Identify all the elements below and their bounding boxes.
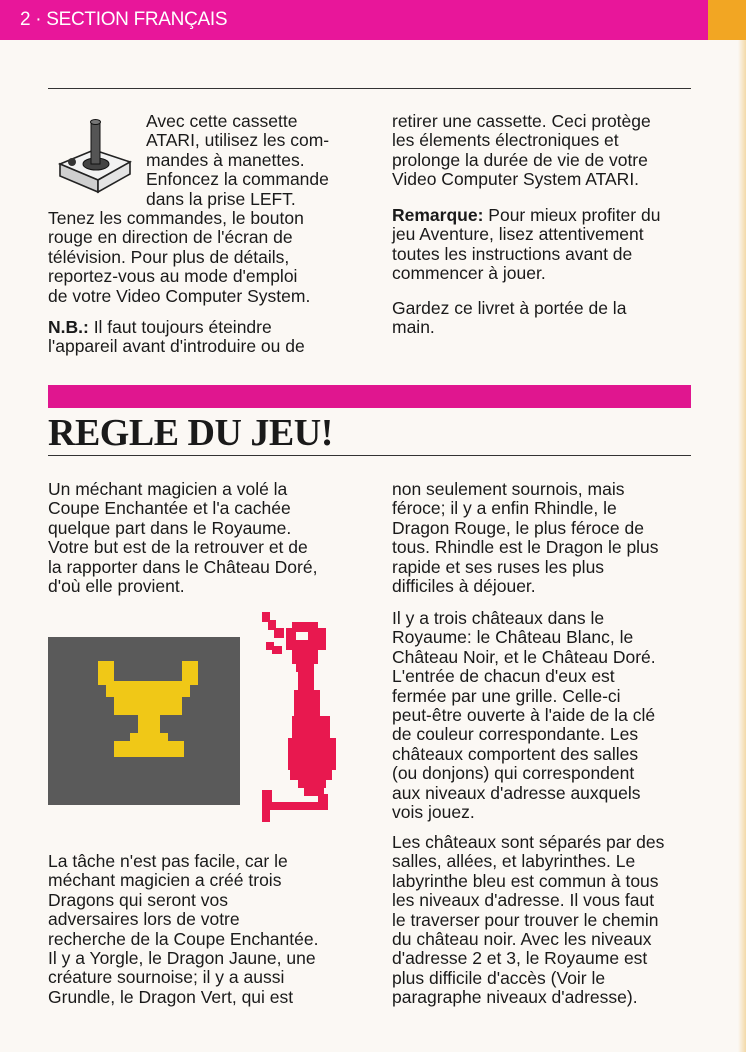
body-line: l'appareil avant d'introduire ou de (48, 336, 305, 357)
section-label: 2 · SECTION FRANÇAIS (20, 9, 228, 30)
body-line: Un méchant magicien a volé la (48, 479, 288, 499)
body-line: rouge en direction de l'écran de (48, 227, 293, 248)
body-line: Les châteaux sont séparés par des (392, 832, 665, 852)
body-line: non seulement sournois, mais (392, 479, 625, 499)
body-line: Video Computer System ATARI. (392, 169, 640, 190)
body-line: Gardez ce livret à portée de la (392, 298, 627, 318)
body-line: labyrinthe bleu est commun à tous (392, 870, 659, 891)
body-line: tous. Rhindle est le Dragon le plus (392, 537, 659, 558)
body-line: adversaires lors de votre (48, 909, 240, 930)
rules-title: REGLE DU JEU! (48, 412, 333, 454)
remark-label: Remarque: (392, 205, 484, 225)
body-line: La tâche n'est pas facile, car le (48, 851, 288, 871)
body-line: Il y a Yorgle, le Dragon Jaune, une (48, 948, 316, 969)
body-line: Coupe Enchantée et l'a cachée (48, 498, 291, 519)
body-line: Il faut toujours éteindre (88, 317, 272, 337)
intro-line: ATARI, utilisez les com- (146, 130, 330, 151)
nb-label: N.B.: (48, 317, 89, 337)
body-line: Dragon Rouge, le plus féroce de (392, 517, 644, 538)
castles-paragraph (392, 609, 702, 822)
body-line: d'adresse 2 et 3, le Royaume est (392, 948, 648, 969)
body-line: Pour mieux profiter du (483, 205, 661, 225)
controller-paragraph (48, 209, 368, 306)
rhindle-paragraph (392, 480, 702, 596)
body-line: la rapporter dans le Château Doré, (48, 556, 318, 577)
body-line: rapide et ses ruses les plus (392, 556, 605, 577)
dragons-paragraph (48, 852, 373, 1007)
body-line: toutes les instructions avant de (392, 243, 633, 264)
body-line: d'où elle provient. (48, 576, 185, 597)
body-line: châteaux comportent des salles (392, 743, 639, 764)
body-line: de votre Video Computer System. (48, 285, 311, 306)
body-line: le traverser pour trouver le chemin (392, 909, 659, 930)
joystick-intro (146, 112, 356, 209)
labyrinth-paragraph (392, 833, 702, 1008)
intro-line: Enfoncez la commande (146, 169, 329, 190)
body-line: salles, allées, et labyrinthes. Le (392, 851, 636, 872)
story-paragraph (48, 480, 368, 596)
body-line: fermée par une grille. Celle-ci (392, 685, 621, 706)
body-line: prolonge la durée de vie de votre (392, 149, 648, 170)
body-line: difficiles à déjouer. (392, 576, 536, 597)
body-line: reportez-vous au mode d'emploi (48, 266, 298, 287)
body-line: du château noir. Avec les niveaux (392, 929, 652, 950)
keep-booklet-paragraph (392, 299, 692, 338)
red-dragon-icon (262, 612, 344, 824)
intro-line: Avec cette cassette (146, 111, 298, 131)
body-line: L'entrée de chacun d'eux est (392, 666, 615, 687)
body-line: (ou donjons) qui correspondent (392, 763, 635, 784)
body-line: Votre but est de la retrouver et de (48, 537, 308, 558)
top-rule (48, 88, 691, 89)
body-line: télévision. Pour plus de détails, (48, 246, 290, 267)
body-line: créature sournoise; il y a aussi (48, 967, 285, 988)
joystick-icon (54, 112, 136, 196)
body-line: plus difficile d'accès (Voir le (392, 967, 606, 988)
section-divider-bar (48, 385, 691, 408)
body-line: les élements électroniques et (392, 130, 619, 151)
nb-paragraph (48, 318, 368, 357)
body-line: Château Noir, et le Château Doré. (392, 646, 656, 667)
body-line: peut-être ouverte à l'aide de la clé (392, 705, 656, 726)
intro-line: mandes à manettes. (146, 149, 305, 170)
body-line: jeu Aventure, lisez attentivement (392, 224, 644, 245)
body-line: les niveaux d'adresse. Il vous faut (392, 890, 655, 911)
body-line: de couleur correspondante. Les (392, 724, 639, 745)
body-line: recherche de la Coupe Enchantée. (48, 928, 319, 949)
intro-line: dans la prise LEFT. (146, 188, 296, 209)
body-line: Royaume: le Château Blanc, le (392, 627, 634, 648)
body-line: Tenez les commandes, le bouton (48, 208, 304, 228)
body-line: main. (392, 317, 435, 338)
body-line: méchant magicien a créé trois (48, 870, 282, 891)
body-line: Grundle, le Dragon Vert, qui est (48, 986, 294, 1007)
body-line: retirer une cassette. Ceci protège (392, 111, 651, 131)
body-line: commencer à jouer. (392, 263, 546, 284)
body-line: aux niveaux d'adresse auxquels (392, 782, 641, 803)
body-line: féroce; il y a enfin Rhindle, le (392, 498, 617, 519)
page-edge (738, 40, 746, 1052)
body-line: Il y a trois châteaux dans le (392, 608, 605, 628)
body-line: vois jouez. (392, 802, 475, 823)
cassette-paragraph (392, 112, 692, 190)
body-line: Dragons qui seront vos (48, 889, 228, 910)
body-line: quelque part dans le Royaume. (48, 517, 292, 538)
header-stripe (708, 0, 746, 40)
title-rule (48, 455, 691, 456)
chalice-illustration (48, 637, 240, 805)
remark-paragraph (392, 206, 692, 284)
body-line: paragraphe niveaux d'adresse). (392, 987, 638, 1008)
